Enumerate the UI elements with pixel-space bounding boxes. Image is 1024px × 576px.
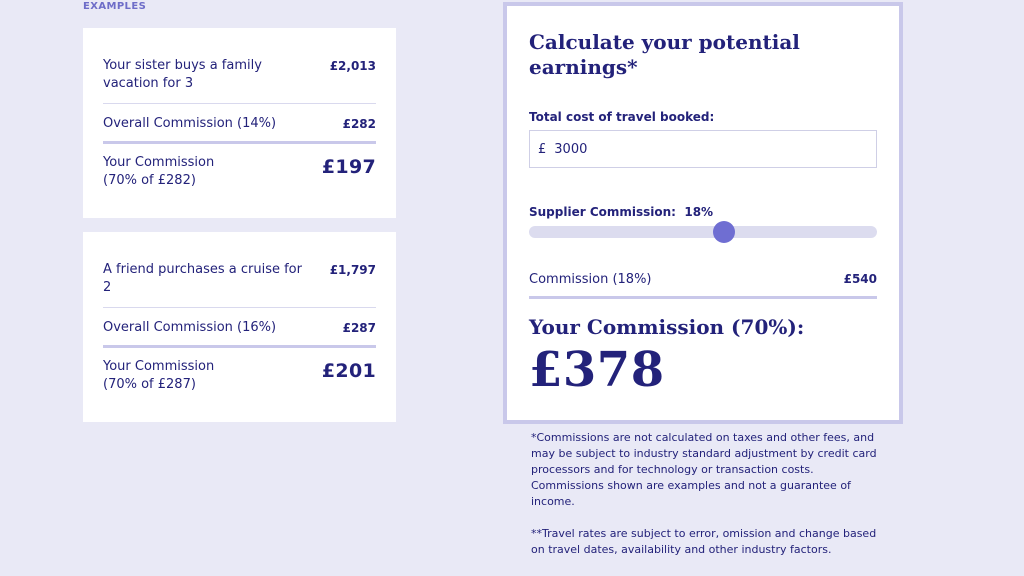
example-overall-value: £287 xyxy=(342,321,376,335)
slider-thumb[interactable] xyxy=(713,221,735,243)
example-your-commission-value: £201 xyxy=(321,360,376,382)
your-commission-amount: £378 xyxy=(529,342,665,398)
example-your-commission-label xyxy=(103,154,214,190)
disclaimer-travel-rates: **Travel rates are subject to error, omission and change based on travel dates, availability and other industry factors. xyxy=(531,527,877,556)
supplier-commission-slider[interactable] xyxy=(529,226,877,238)
example-your-commission-line1: Your Commission xyxy=(103,155,215,170)
example-scenario-value: £2,013 xyxy=(329,59,376,73)
example-overall-label: Overall Commission (16%) xyxy=(103,320,277,335)
calculator-title: Calculate your potential earnings* xyxy=(529,30,800,79)
example-scenario-row xyxy=(103,232,376,308)
example-your-commission-row xyxy=(103,348,376,394)
example-scenario-value: £1,797 xyxy=(329,263,376,277)
commission-row xyxy=(529,272,877,299)
example-overall-label: Overall Commission (14%) xyxy=(103,116,277,131)
example-card xyxy=(83,232,396,422)
example-your-commission-line1: Your Commission xyxy=(103,359,215,374)
currency-symbol: £ xyxy=(538,141,547,157)
example-card xyxy=(83,28,396,218)
example-your-commission-value: £197 xyxy=(321,156,376,178)
example-your-commission-row xyxy=(103,144,376,190)
supplier-commission-text: Supplier Commission: xyxy=(529,205,676,219)
example-overall-value: £282 xyxy=(342,117,376,131)
example-overall-row xyxy=(103,308,376,348)
example-your-commission-line2: (70% of £287) xyxy=(103,377,196,392)
example-scenario-row xyxy=(103,28,376,104)
example-scenario-label: A friend purchases a cruise for 2 xyxy=(103,262,302,295)
commission-value: £540 xyxy=(843,272,877,286)
example-your-commission-line2: (70% of £282) xyxy=(103,173,196,188)
cost-label: Total cost of travel booked: xyxy=(529,110,715,124)
example-your-commission-label xyxy=(103,358,214,394)
cost-input[interactable] xyxy=(554,142,844,157)
disclaimer-commissions: *Commissions are not calculated on taxes and other fees, and may be subject to industry standard adjustment by credit card processors and for technology or transaction costs. Commissions shown are examples and not a guarantee of income. xyxy=(531,431,877,508)
your-commission-title: Your Commission (70%): xyxy=(529,315,805,339)
supplier-commission-label xyxy=(529,205,713,219)
example-scenario-label: Your sister buys a family vacation for 3 xyxy=(103,58,262,91)
cost-field[interactable] xyxy=(529,130,877,168)
examples-heading: EXAMPLES xyxy=(83,1,147,12)
example-overall-row xyxy=(103,104,376,144)
supplier-commission-value: 18% xyxy=(684,205,714,219)
calculator-panel xyxy=(503,2,903,424)
commission-label: Commission (18%) xyxy=(529,272,652,287)
